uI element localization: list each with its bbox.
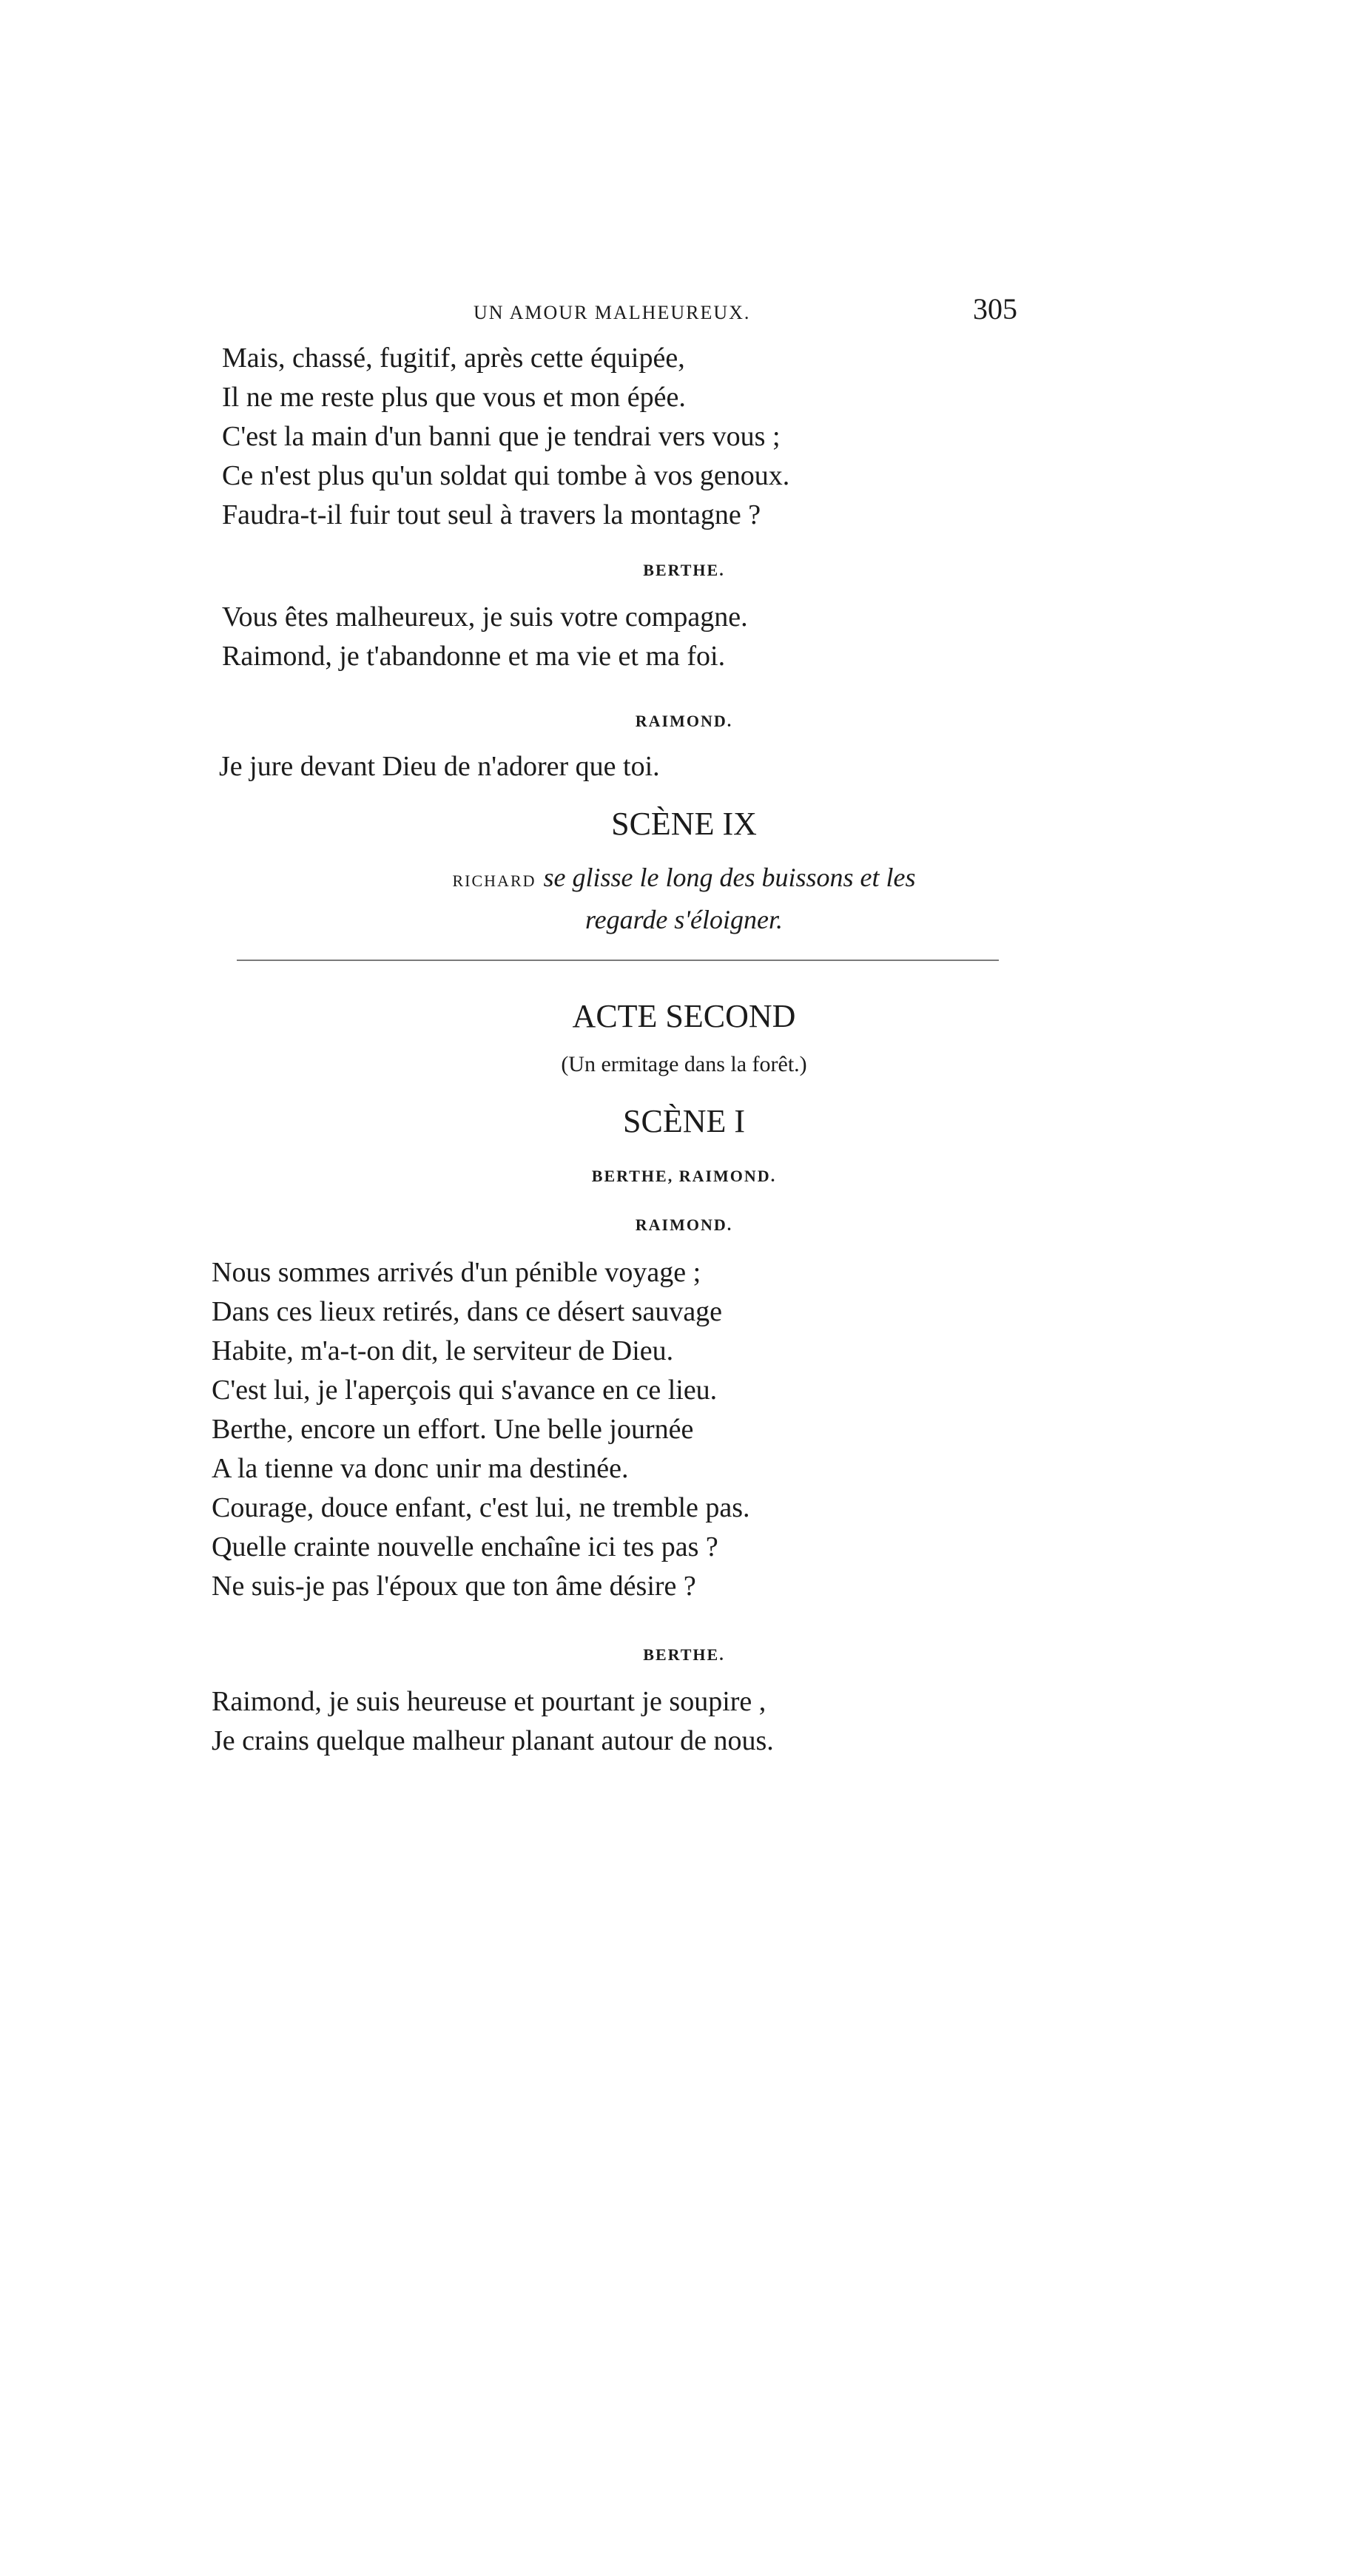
stage-direction-line (0, 858, 1368, 900)
scene-cast: BERTHE, RAIMOND. (591, 1167, 777, 1185)
running-title: UN AMOUR MALHEUREUX. (474, 302, 751, 323)
scene-heading: SCÈNE IX (611, 806, 757, 842)
verse-line: Il ne me reste plus que vous et mon épée. (222, 382, 686, 413)
verse-line: Ce n'est plus qu'un soldat qui tombe à vos genoux. (222, 460, 790, 491)
verse-line: Dans ces lieux retirés, dans ce désert sauvage (212, 1296, 723, 1327)
verse-block-raimond-1 (222, 339, 789, 535)
verse-line: Je jure devant Dieu de n'adorer que toi. (219, 751, 660, 782)
stage-direction-line: regarde s'éloigner. (585, 905, 783, 934)
verse-line: Nous sommes arrivés d'un pénible voyage ; (212, 1257, 701, 1288)
section-divider (237, 960, 999, 961)
act-heading: ACTE SECOND (572, 998, 796, 1034)
verse-block-berthe-1 (222, 598, 748, 676)
speaker-name: RAIMOND. (635, 712, 733, 730)
verse-line: Courage, douce enfant, c'est lui, ne tremble pas. (212, 1492, 750, 1523)
verse-line: A la tienne va donc unir ma destinée. (212, 1453, 629, 1484)
character-name: RICHARD (452, 871, 536, 890)
verse-line: Raimond, je t'abandonne et ma vie et ma foi. (222, 641, 726, 672)
speaker-name: BERTHE. (643, 561, 725, 579)
speaker-name: RAIMOND. (635, 1215, 733, 1234)
verse-line: C'est la main d'un banni que je tendrai vers vous ; (222, 421, 781, 452)
verse-line: C'est lui, je l'aperçois qui s'avance en ce lieu. (212, 1375, 718, 1406)
verse-block-raimond-2 (219, 747, 660, 786)
scene-heading: SCÈNE I (623, 1103, 745, 1139)
verse-line: Vous êtes malheureux, je suis votre compagne. (222, 601, 748, 633)
page-number: 305 (973, 292, 1017, 326)
verse-line: Ne suis-je pas l'époux que ton âme désire ? (212, 1571, 696, 1602)
verse-line: Quelle crainte nouvelle enchaîne ici tes pas ? (212, 1531, 718, 1562)
speaker-name: BERTHE. (643, 1645, 725, 1664)
verse-line: Raimond, je suis heureuse et pourtant je soupire , (212, 1686, 766, 1717)
stage-direction-text: se glisse le long des buissons et les (543, 863, 916, 892)
verse-line: Habite, m'a-t-on dit, le serviteur de Dieu. (212, 1335, 674, 1366)
verse-block-raimond-3 (212, 1253, 750, 1606)
verse-block-berthe-2 (212, 1682, 774, 1761)
verse-line: Je crains quelque malheur planant autour de nous. (212, 1725, 774, 1756)
stage-direction (0, 858, 1368, 939)
setting-description: (Un ermitage dans la forêt.) (561, 1052, 807, 1076)
verse-line: Berthe, encore un effort. Une belle journée (212, 1414, 694, 1445)
verse-line: Faudra-t-il fuir tout seul à travers la montagne ? (222, 499, 761, 530)
verse-line: Mais, chassé, fugitif, après cette équipée, (222, 343, 685, 374)
